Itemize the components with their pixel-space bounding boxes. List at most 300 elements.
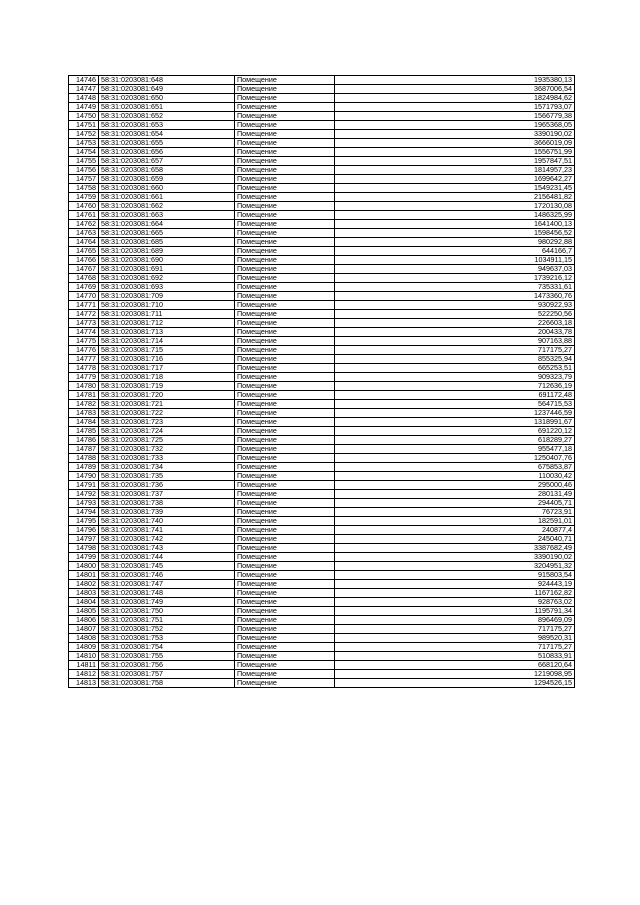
table-row [69,508,575,517]
cadastral-value-cell: 1965368,05 [335,121,575,130]
table-row [69,634,575,643]
cadastral-value-cell: 855325,94 [335,355,575,364]
cadastral-number-cell: 58:31:0203081:711 [99,310,235,319]
cadastral-value-cell: 182591,01 [335,517,575,526]
table-row [69,643,575,652]
row-number-cell: 14763 [69,229,99,238]
cadastral-number-cell: 58:31:0203081:724 [99,427,235,436]
cadastral-value-cell: 691220,12 [335,427,575,436]
cadastral-number-cell: 58:31:0203081:736 [99,481,235,490]
cadastral-value-cell: 712636,19 [335,382,575,391]
cadastral-number-cell: 58:31:0203081:655 [99,139,235,148]
cadastral-value-cell: 1250407,76 [335,454,575,463]
cadastral-number-cell: 58:31:0203081:757 [99,670,235,679]
object-type-cell: Помещение [235,571,335,580]
object-type-cell: Помещение [235,355,335,364]
table-row [69,283,575,292]
table-row [69,499,575,508]
row-number-cell: 14811 [69,661,99,670]
object-type-cell: Помещение [235,76,335,85]
cadastral-value-cell: 1935380,13 [335,76,575,85]
row-number-cell: 14792 [69,490,99,499]
cadastral-value-cell: 915803,54 [335,571,575,580]
object-type-cell: Помещение [235,238,335,247]
row-number-cell: 14760 [69,202,99,211]
cadastral-value-cell: 2156481,82 [335,193,575,202]
object-type-cell: Помещение [235,328,335,337]
cadastral-value-cell: 717175,27 [335,625,575,634]
cadastral-number-cell: 58:31:0203081:750 [99,607,235,616]
cadastral-value-cell: 3666019,09 [335,139,575,148]
row-number-cell: 14781 [69,391,99,400]
row-number-cell: 14748 [69,94,99,103]
object-type-cell: Помещение [235,580,335,589]
cadastral-number-cell: 58:31:0203081:751 [99,616,235,625]
table-row [69,103,575,112]
cadastral-number-cell: 58:31:0203081:665 [99,229,235,238]
object-type-cell: Помещение [235,679,335,688]
object-type-cell: Помещение [235,283,335,292]
cadastral-value-cell: 665253,51 [335,364,575,373]
row-number-cell: 14813 [69,679,99,688]
cadastral-value-cell: 1571793,07 [335,103,575,112]
table-row [69,526,575,535]
cadastral-number-cell: 58:31:0203081:753 [99,634,235,643]
object-type-cell: Помещение [235,175,335,184]
row-number-cell: 14755 [69,157,99,166]
table-row [69,310,575,319]
table-row [69,211,575,220]
cadastral-value-cell: 1167162,82 [335,589,575,598]
cadastral-number-cell: 58:31:0203081:650 [99,94,235,103]
object-type-cell: Помещение [235,337,335,346]
row-number-cell: 14782 [69,400,99,409]
cadastral-number-cell: 58:31:0203081:713 [99,328,235,337]
row-number-cell: 14772 [69,310,99,319]
cadastral-value-cell: 510833,91 [335,652,575,661]
row-number-cell: 14803 [69,589,99,598]
cadastral-value-cell: 717175,27 [335,346,575,355]
row-number-cell: 14794 [69,508,99,517]
object-type-cell: Помещение [235,301,335,310]
table-row [69,274,575,283]
row-number-cell: 14791 [69,481,99,490]
cadastral-value-cell: 668120,64 [335,661,575,670]
cadastral-number-cell: 58:31:0203081:723 [99,418,235,427]
table-row [69,418,575,427]
table-row [69,346,575,355]
table-row [69,517,575,526]
table-row [69,85,575,94]
cadastral-number-cell: 58:31:0203081:712 [99,319,235,328]
cadastral-number-cell: 58:31:0203081:754 [99,643,235,652]
cadastral-value-cell: 989520,31 [335,634,575,643]
table-row [69,607,575,616]
row-number-cell: 14790 [69,472,99,481]
table-row [69,409,575,418]
cadastral-value-table [68,75,575,688]
cadastral-number-cell: 58:31:0203081:660 [99,184,235,193]
table-row [69,301,575,310]
cadastral-number-cell: 58:31:0203081:716 [99,355,235,364]
table-row [69,373,575,382]
cadastral-value-cell: 200433,78 [335,328,575,337]
cadastral-value-cell: 3387682,49 [335,544,575,553]
cadastral-number-cell: 58:31:0203081:741 [99,526,235,535]
cadastral-value-cell: 691172,48 [335,391,575,400]
cadastral-number-cell: 58:31:0203081:691 [99,265,235,274]
object-type-cell: Помещение [235,598,335,607]
table-row [69,166,575,175]
cadastral-value-cell: 110030,42 [335,472,575,481]
row-number-cell: 14764 [69,238,99,247]
object-type-cell: Помещение [235,364,335,373]
table-row [69,670,575,679]
row-number-cell: 14770 [69,292,99,301]
cadastral-value-cell: 1549231,45 [335,184,575,193]
table-row [69,247,575,256]
row-number-cell: 14775 [69,337,99,346]
cadastral-value-cell: 294405,71 [335,499,575,508]
cadastral-number-cell: 58:31:0203081:718 [99,373,235,382]
object-type-cell: Помещение [235,670,335,679]
cadastral-value-cell: 76723,91 [335,508,575,517]
row-number-cell: 14754 [69,148,99,157]
object-type-cell: Помещение [235,85,335,94]
cadastral-number-cell: 58:31:0203081:755 [99,652,235,661]
cadastral-number-cell: 58:31:0203081:651 [99,103,235,112]
cadastral-number-cell: 58:31:0203081:717 [99,364,235,373]
object-type-cell: Помещение [235,274,335,283]
table-row [69,427,575,436]
cadastral-value-cell: 1739216,12 [335,274,575,283]
object-type-cell: Помещение [235,661,335,670]
table-row [69,193,575,202]
table-row [69,256,575,265]
cadastral-number-cell: 58:31:0203081:734 [99,463,235,472]
cadastral-value-cell: 735331,61 [335,283,575,292]
cadastral-value-cell: 3390190,02 [335,553,575,562]
row-number-cell: 14779 [69,373,99,382]
table-row [69,139,575,148]
row-number-cell: 14771 [69,301,99,310]
object-type-cell: Помещение [235,202,335,211]
table-row [69,400,575,409]
object-type-cell: Помещение [235,508,335,517]
table-row [69,121,575,130]
cadastral-value-cell: 1556751,99 [335,148,575,157]
table-row [69,220,575,229]
row-number-cell: 14750 [69,112,99,121]
cadastral-number-cell: 58:31:0203081:742 [99,535,235,544]
object-type-cell: Помещение [235,373,335,382]
row-number-cell: 14778 [69,364,99,373]
cadastral-number-cell: 58:31:0203081:659 [99,175,235,184]
row-number-cell: 14783 [69,409,99,418]
table-row [69,454,575,463]
row-number-cell: 14766 [69,256,99,265]
object-type-cell: Помещение [235,184,335,193]
cadastral-number-cell: 58:31:0203081:656 [99,148,235,157]
table-row [69,130,575,139]
cadastral-number-cell: 58:31:0203081:733 [99,454,235,463]
object-type-cell: Помещение [235,472,335,481]
cadastral-value-cell: 980292,88 [335,238,575,247]
cadastral-number-cell: 58:31:0203081:648 [99,76,235,85]
cadastral-number-cell: 58:31:0203081:661 [99,193,235,202]
table-row [69,571,575,580]
cadastral-value-cell: 1566779,38 [335,112,575,121]
table-row [69,319,575,328]
cadastral-number-cell: 58:31:0203081:758 [99,679,235,688]
cadastral-number-cell: 58:31:0203081:756 [99,661,235,670]
table-row [69,76,575,85]
row-number-cell: 14767 [69,265,99,274]
table-row [69,364,575,373]
cadastral-number-cell: 58:31:0203081:690 [99,256,235,265]
row-number-cell: 14769 [69,283,99,292]
cadastral-number-cell: 58:31:0203081:710 [99,301,235,310]
cadastral-value-cell: 280131,49 [335,490,575,499]
object-type-cell: Помещение [235,634,335,643]
row-number-cell: 14785 [69,427,99,436]
row-number-cell: 14788 [69,454,99,463]
cadastral-value-cell: 564715,53 [335,400,575,409]
row-number-cell: 14807 [69,625,99,634]
object-type-cell: Помещение [235,427,335,436]
row-number-cell: 14780 [69,382,99,391]
cadastral-value-cell: 949637,03 [335,265,575,274]
table-body [69,76,575,688]
cadastral-value-cell: 1034911,15 [335,256,575,265]
table-row [69,598,575,607]
object-type-cell: Помещение [235,292,335,301]
table-row [69,544,575,553]
row-number-cell: 14808 [69,634,99,643]
cadastral-value-cell: 1957847,51 [335,157,575,166]
cadastral-number-cell: 58:31:0203081:740 [99,517,235,526]
table-row [69,580,575,589]
table-row [69,616,575,625]
row-number-cell: 14800 [69,562,99,571]
table-row [69,148,575,157]
row-number-cell: 14802 [69,580,99,589]
row-number-cell: 14799 [69,553,99,562]
cadastral-number-cell: 58:31:0203081:721 [99,400,235,409]
table-row [69,391,575,400]
object-type-cell: Помещение [235,139,335,148]
cadastral-value-cell: 245040,71 [335,535,575,544]
cadastral-number-cell: 58:31:0203081:657 [99,157,235,166]
cadastral-number-cell: 58:31:0203081:685 [99,238,235,247]
table-row [69,436,575,445]
object-type-cell: Помещение [235,616,335,625]
object-type-cell: Помещение [235,625,335,634]
row-number-cell: 14777 [69,355,99,364]
cadastral-number-cell: 58:31:0203081:752 [99,625,235,634]
table-row [69,112,575,121]
cadastral-number-cell: 58:31:0203081:746 [99,571,235,580]
row-number-cell: 14793 [69,499,99,508]
cadastral-value-cell: 1318991,67 [335,418,575,427]
table-row [69,238,575,247]
row-number-cell: 14806 [69,616,99,625]
cadastral-value-cell: 1699642,27 [335,175,575,184]
cadastral-value-cell: 930922,93 [335,301,575,310]
object-type-cell: Помещение [235,553,335,562]
row-number-cell: 14801 [69,571,99,580]
table-row [69,382,575,391]
row-number-cell: 14774 [69,328,99,337]
table-row [69,553,575,562]
cadastral-value-cell: 675853,87 [335,463,575,472]
row-number-cell: 14759 [69,193,99,202]
row-number-cell: 14753 [69,139,99,148]
object-type-cell: Помещение [235,562,335,571]
cadastral-number-cell: 58:31:0203081:662 [99,202,235,211]
object-type-cell: Помещение [235,436,335,445]
cadastral-number-cell: 58:31:0203081:738 [99,499,235,508]
cadastral-number-cell: 58:31:0203081:692 [99,274,235,283]
cadastral-value-cell: 522250,56 [335,310,575,319]
table-row [69,463,575,472]
cadastral-number-cell: 58:31:0203081:743 [99,544,235,553]
object-type-cell: Помещение [235,652,335,661]
object-type-cell: Помещение [235,121,335,130]
cadastral-number-cell: 58:31:0203081:725 [99,436,235,445]
row-number-cell: 14804 [69,598,99,607]
row-number-cell: 14749 [69,103,99,112]
cadastral-number-cell: 58:31:0203081:652 [99,112,235,121]
table-row [69,535,575,544]
object-type-cell: Помещение [235,544,335,553]
row-number-cell: 14751 [69,121,99,130]
object-type-cell: Помещение [235,499,335,508]
object-type-cell: Помещение [235,157,335,166]
cadastral-number-cell: 58:31:0203081:749 [99,598,235,607]
row-number-cell: 14797 [69,535,99,544]
object-type-cell: Помещение [235,310,335,319]
cadastral-value-cell: 1237446,59 [335,409,575,418]
object-type-cell: Помещение [235,130,335,139]
table-row [69,175,575,184]
cadastral-value-cell: 240877,4 [335,526,575,535]
object-type-cell: Помещение [235,517,335,526]
cadastral-value-cell: 3204951,32 [335,562,575,571]
object-type-cell: Помещение [235,166,335,175]
cadastral-number-cell: 58:31:0203081:709 [99,292,235,301]
row-number-cell: 14795 [69,517,99,526]
cadastral-number-cell: 58:31:0203081:735 [99,472,235,481]
object-type-cell: Помещение [235,265,335,274]
cadastral-value-cell: 907163,88 [335,337,575,346]
cadastral-number-cell: 58:31:0203081:732 [99,445,235,454]
cadastral-number-cell: 58:31:0203081:739 [99,508,235,517]
cadastral-value-cell: 717175,27 [335,643,575,652]
table-row [69,229,575,238]
object-type-cell: Помещение [235,607,335,616]
cadastral-value-cell: 1641400,13 [335,220,575,229]
cadastral-value-cell: 644166,7 [335,247,575,256]
table-row [69,652,575,661]
table-row [69,292,575,301]
table-row [69,679,575,688]
table-row [69,472,575,481]
row-number-cell: 14761 [69,211,99,220]
object-type-cell: Помещение [235,445,335,454]
cadastral-value-cell: 3687006,54 [335,85,575,94]
cadastral-value-cell: 1824984,62 [335,94,575,103]
row-number-cell: 14798 [69,544,99,553]
cadastral-number-cell: 58:31:0203081:748 [99,589,235,598]
cadastral-value-cell: 1486325,99 [335,211,575,220]
cadastral-number-cell: 58:31:0203081:747 [99,580,235,589]
cadastral-number-cell: 58:31:0203081:689 [99,247,235,256]
table-row [69,355,575,364]
row-number-cell: 14752 [69,130,99,139]
object-type-cell: Помещение [235,535,335,544]
cadastral-value-cell: 955477,18 [335,445,575,454]
table-row [69,661,575,670]
object-type-cell: Помещение [235,319,335,328]
object-type-cell: Помещение [235,490,335,499]
cadastral-value-cell: 1195791,34 [335,607,575,616]
cadastral-number-cell: 58:31:0203081:658 [99,166,235,175]
object-type-cell: Помещение [235,643,335,652]
object-type-cell: Помещение [235,112,335,121]
object-type-cell: Помещение [235,463,335,472]
table-row [69,328,575,337]
object-type-cell: Помещение [235,103,335,112]
row-number-cell: 14758 [69,184,99,193]
table-row [69,265,575,274]
row-number-cell: 14768 [69,274,99,283]
row-number-cell: 14786 [69,436,99,445]
cadastral-number-cell: 58:31:0203081:722 [99,409,235,418]
cadastral-number-cell: 58:31:0203081:715 [99,346,235,355]
object-type-cell: Помещение [235,400,335,409]
object-type-cell: Помещение [235,409,335,418]
row-number-cell: 14765 [69,247,99,256]
cadastral-number-cell: 58:31:0203081:744 [99,553,235,562]
row-number-cell: 14796 [69,526,99,535]
cadastral-number-cell: 58:31:0203081:663 [99,211,235,220]
cadastral-value-cell: 1598456,52 [335,229,575,238]
table-row [69,589,575,598]
cadastral-value-cell: 1294526,15 [335,679,575,688]
object-type-cell: Помещение [235,589,335,598]
object-type-cell: Помещение [235,193,335,202]
table-row [69,445,575,454]
cadastral-number-cell: 58:31:0203081:693 [99,283,235,292]
cadastral-value-cell: 909323,79 [335,373,575,382]
cadastral-value-cell: 928763,02 [335,598,575,607]
object-type-cell: Помещение [235,391,335,400]
object-type-cell: Помещение [235,211,335,220]
table-row [69,490,575,499]
object-type-cell: Помещение [235,229,335,238]
object-type-cell: Помещение [235,220,335,229]
table-row [69,157,575,166]
cadastral-number-cell: 58:31:0203081:745 [99,562,235,571]
cadastral-number-cell: 58:31:0203081:649 [99,85,235,94]
object-type-cell: Помещение [235,481,335,490]
cadastral-number-cell: 58:31:0203081:654 [99,130,235,139]
table-row [69,481,575,490]
cadastral-number-cell: 58:31:0203081:737 [99,490,235,499]
row-number-cell: 14776 [69,346,99,355]
cadastral-value-cell: 618289,27 [335,436,575,445]
